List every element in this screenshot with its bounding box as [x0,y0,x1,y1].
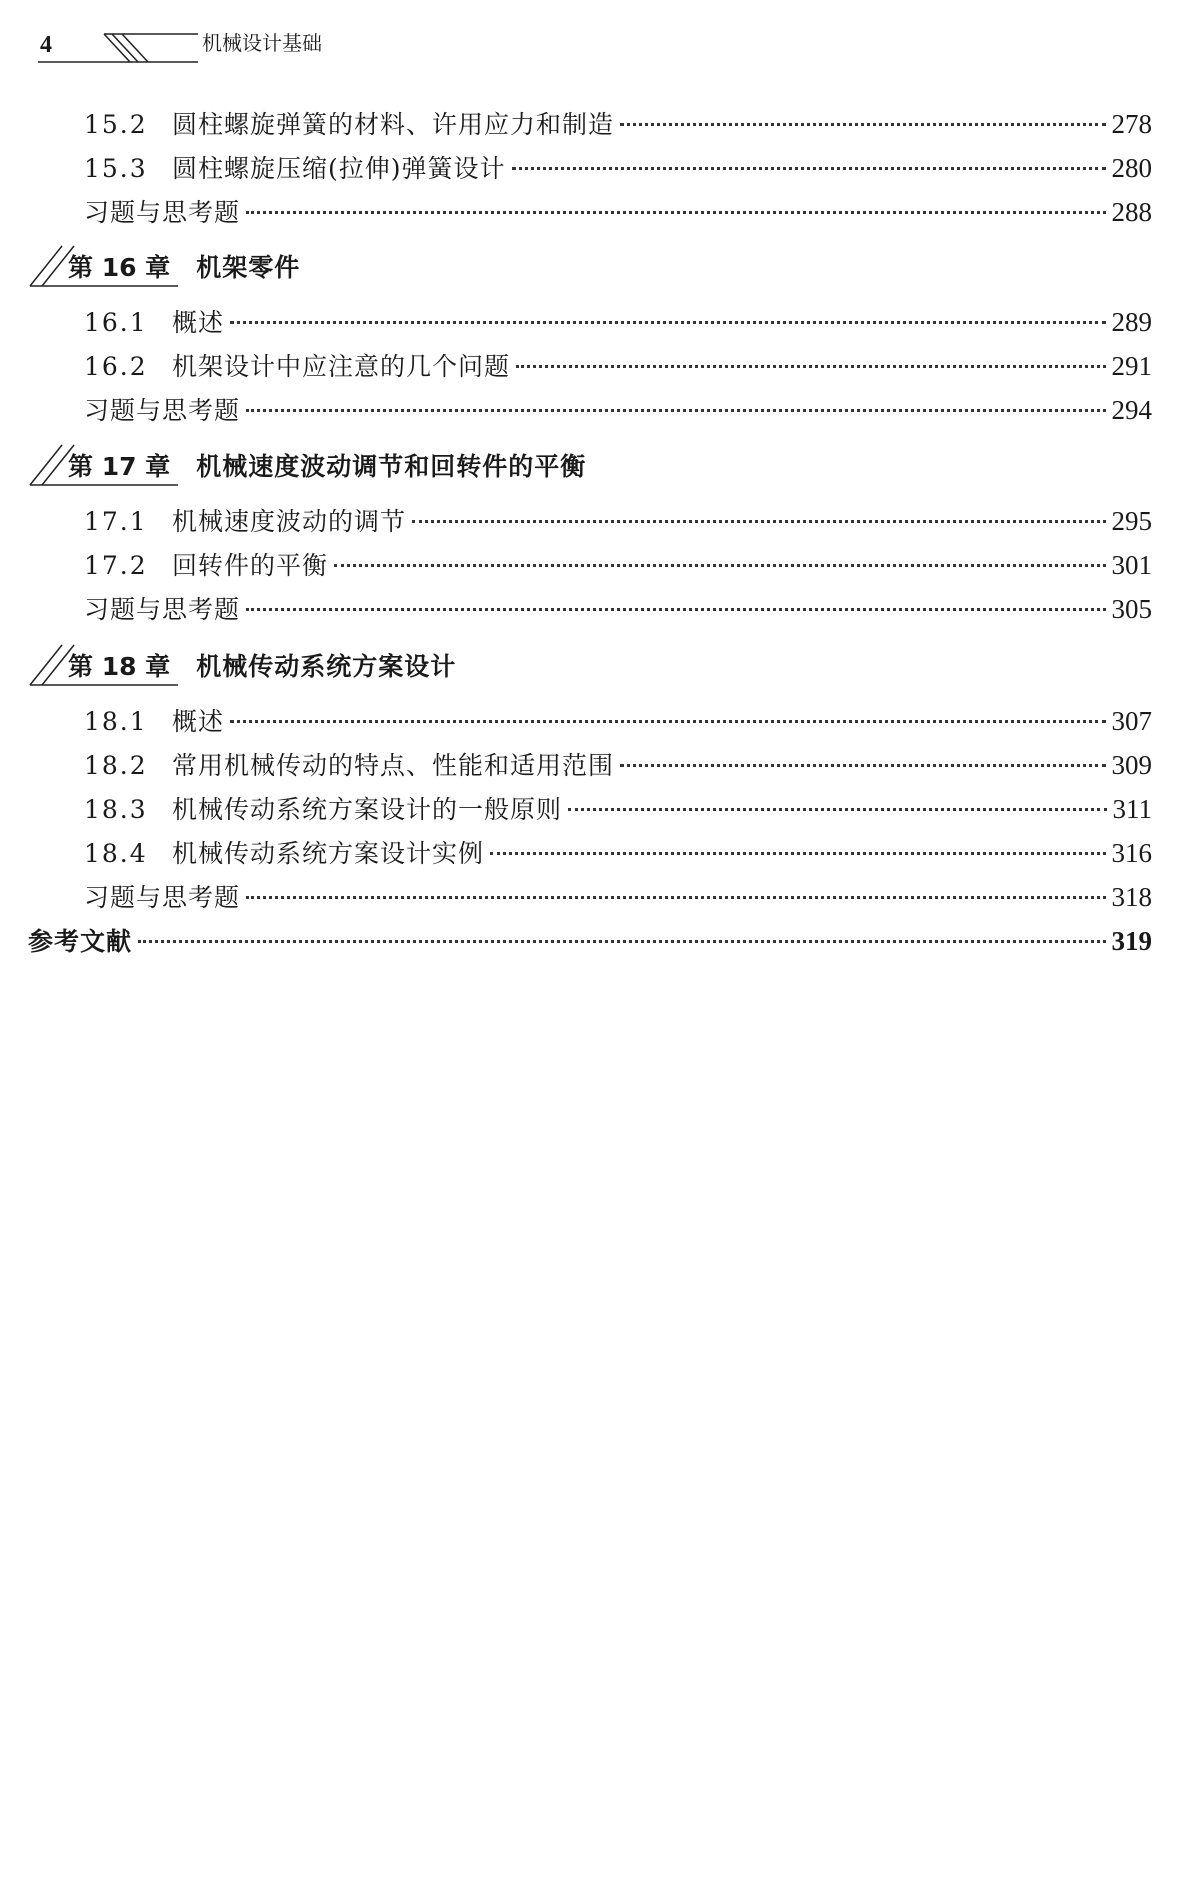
toc-entry-exercises[interactable] [84,877,1152,917]
section-number: 15.3 [84,154,148,183]
chapter-title: 机械传动系统方案设计 [196,652,457,681]
section-title: 习题与思考题 [84,883,241,912]
page-ref: 289 [1111,307,1152,337]
section-title: 习题与思考题 [84,396,241,425]
chapter-heading[interactable] [28,643,1152,693]
chapter-number: 第 18 章 [68,652,171,681]
dot-leader [620,764,1105,767]
section-title: 回转件的平衡 [172,551,329,580]
dot-leader [490,852,1105,855]
chapter-title: 机架零件 [196,253,301,282]
page-ref: 307 [1111,706,1152,736]
page-ref: 319 [1111,926,1152,956]
toc-entry-exercises[interactable] [84,192,1152,232]
chapter-title: 机械速度波动调节和回转件的平衡 [196,452,587,481]
dot-leader [246,211,1105,214]
chapter-heading[interactable] [28,443,1152,493]
section-title: 习题与思考题 [84,595,241,624]
running-book-title: 机械设计基础 [202,31,322,55]
dot-leader [512,167,1106,170]
dot-leader [568,808,1106,811]
dot-leader [230,720,1105,723]
section-title: 机械传动系统方案设计实例 [172,839,485,868]
page-ref: 301 [1111,550,1152,580]
toc-entry[interactable] [84,745,1152,785]
dot-leader [246,896,1105,899]
dot-leader [516,365,1105,368]
section-title: 概述 [172,308,225,337]
section-number: 15.2 [84,110,148,139]
section-title: 机械传动系统方案设计的一般原则 [172,795,563,824]
chapter-number: 第 16 章 [68,253,171,282]
section-title: 概述 [172,707,225,736]
chapter-heading[interactable] [28,244,1152,294]
chapter-number: 第 17 章 [68,452,171,481]
dot-leader [620,123,1105,126]
section-title: 习题与思考题 [84,198,241,227]
section-number: 16.1 [84,308,148,337]
dot-leader [412,520,1105,523]
page-ref: 291 [1111,351,1152,381]
toc-entry-exercises[interactable] [84,589,1152,629]
page-ref: 305 [1111,594,1152,624]
section-title: 常用机械传动的特点、性能和适用范围 [172,751,615,780]
toc-entry[interactable] [84,148,1152,188]
section-title: 机架设计中应注意的几个问题 [172,352,511,381]
page-ref: 318 [1111,882,1152,912]
toc-entry[interactable] [84,789,1152,829]
section-title: 机械速度波动的调节 [172,507,407,536]
toc-entry-exercises[interactable] [84,390,1152,430]
page-ref: 316 [1111,838,1152,868]
section-number: 18.1 [84,707,148,736]
dot-leader [138,940,1105,943]
toc-entry-references[interactable] [28,921,1152,961]
page-ref: 280 [1111,153,1152,183]
toc-entry[interactable] [84,701,1152,741]
toc-entry[interactable] [84,302,1152,342]
section-number: 17.1 [84,507,148,536]
page-ref: 288 [1111,197,1152,227]
toc-entry[interactable] [84,346,1152,386]
dot-leader [246,409,1105,412]
toc-entry[interactable] [84,833,1152,873]
references-title: 参考文献 [28,927,133,956]
toc-entry[interactable] [84,501,1152,541]
page-ref: 278 [1111,109,1152,139]
page-ref: 294 [1111,395,1152,425]
dot-leader [334,564,1105,567]
section-number: 18.4 [84,839,148,868]
section-number: 18.3 [84,795,148,824]
header-rule-decoration [38,30,198,64]
section-number: 18.2 [84,751,148,780]
toc-entry[interactable] [84,545,1152,585]
section-number: 16.2 [84,352,148,381]
page-number: 4 [40,32,52,58]
dot-leader [246,608,1105,611]
page-ref: 309 [1111,750,1152,780]
section-title: 圆柱螺旋弹簧的材料、许用应力和制造 [172,110,615,139]
section-title: 圆柱螺旋压缩(拉伸)弹簧设计 [172,154,506,183]
page-ref: 295 [1111,506,1152,536]
toc-entry[interactable] [84,104,1152,144]
page-ref: 311 [1112,794,1152,824]
section-number: 17.2 [84,551,148,580]
dot-leader [230,321,1105,324]
